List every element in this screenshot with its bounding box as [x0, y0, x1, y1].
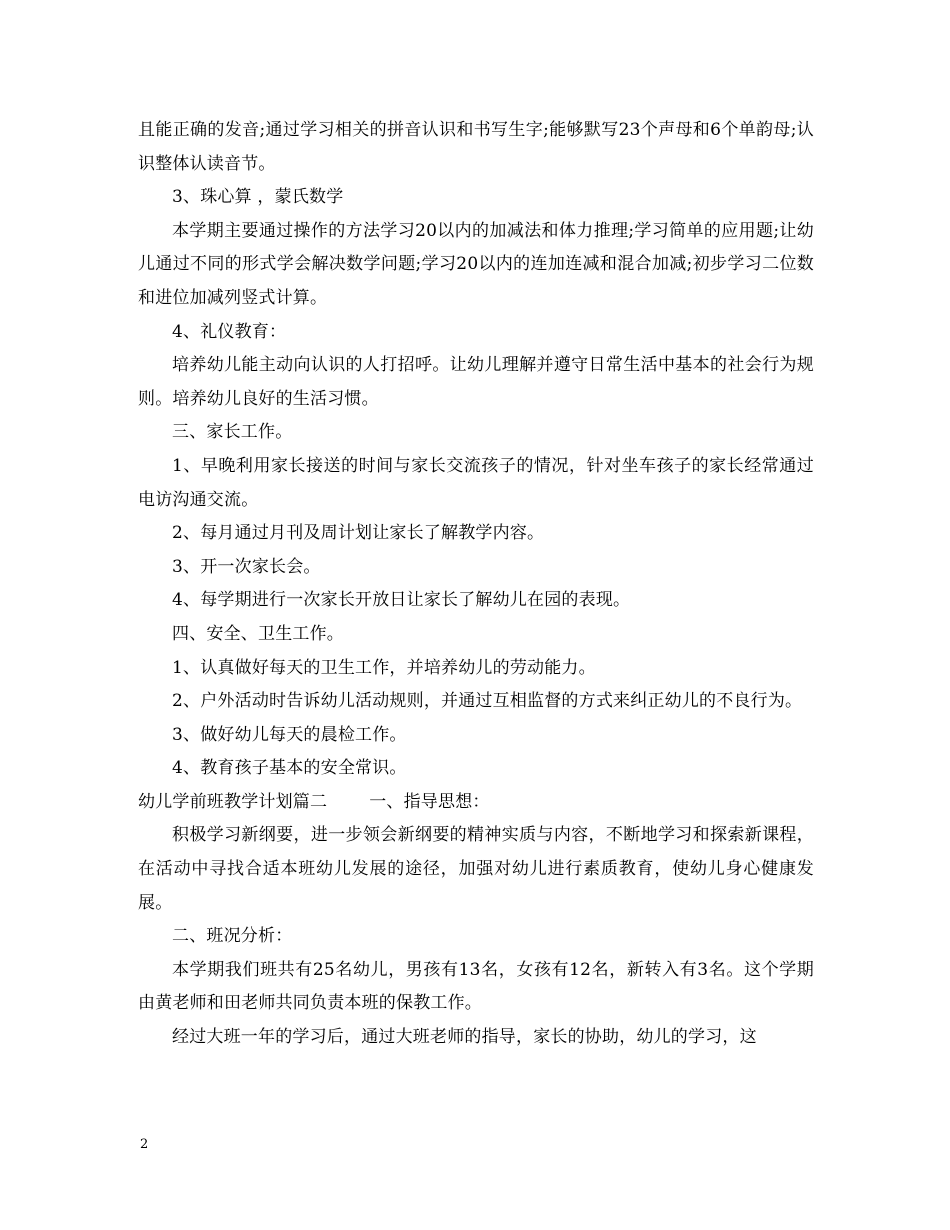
- paragraph-pinyin-cont: 且能正确的发音;通过学习相关的拼音认识和书写生字;能够默写23个声母和6个单韵母;认识整体认读音节。: [138, 120, 814, 174]
- paragraph-parent-3: 3、开一次家长会。: [172, 556, 321, 577]
- paragraph-safety-1: 1、认真做好每天的卫生工作，并培养幼儿的劳动能力。: [172, 657, 596, 678]
- page-content: [138, 114, 814, 1055]
- heading-safety-hygiene: 四、安全、卫生工作。: [172, 623, 344, 644]
- page-number: 2: [140, 1137, 149, 1152]
- paragraph-safety-4: 4、教育孩子基本的安全常识。: [172, 758, 407, 779]
- section-subtitle: 一、指导思想：: [369, 791, 490, 812]
- section-heading-line: [138, 786, 814, 820]
- paragraph-safety-3: 3、做好幼儿每天的晨检工作。: [172, 724, 407, 745]
- paragraph-safety-2: 2、户外活动时告诉幼儿活动规则，并通过互相监督的方式来纠正幼儿的不良行为。: [172, 691, 803, 712]
- paragraph-parent-1: 1、早晚利用家长接送的时间与家长交流孩子的情况，针对坐车孩子的家长经常通过电访沟通交流。: [138, 455, 814, 510]
- heading-class-analysis: 二、班况分析：: [172, 926, 293, 947]
- paragraph-parent-4: 4、每学期进行一次家长开放日让家长了解幼儿在园的表现。: [172, 590, 631, 611]
- paragraph-parent-2: 2、每月通过月刊及周计划让家长了解教学内容。: [172, 523, 545, 544]
- heading-etiquette: 4、礼仪教育：: [172, 321, 287, 342]
- heading-abacus-math: 3、珠心算 ，蒙氏数学: [172, 187, 344, 208]
- paragraph-etiquette: 培养幼儿能主动向认识的人打招呼。让幼儿理解并遵守日常生活中基本的社会行为规则。培养幼儿良好的生活习惯。: [138, 355, 814, 409]
- paragraph-learning-progress: 经过大班一年的学习后，通过大班老师的指导，家长的协助，幼儿的学习，这: [172, 1027, 757, 1048]
- paragraph-guiding-thought: 积极学习新纲要，进一步领会新纲要的精神实质与内容，不断地学习和探索新课程，在活动中寻找合适本班幼儿发展的途径，加强对幼儿进行素质教育，使幼儿身心健康发展。: [138, 825, 814, 913]
- paragraph-math-content: 本学期主要通过操作的方法学习20以内的加减法和体力推理;学习简单的应用题;让幼儿通过不同的形式学会解决数学问题;学习20以内的连加连减和混合加减;初步学习二位数和进位加减列竖式计算。: [138, 220, 814, 308]
- heading-parent-work: 三、家长工作。: [172, 422, 293, 443]
- paragraph-class-info: 本学期我们班共有25名幼儿，男孩有13名，女孩有12名，新转入有3名。这个学期由黄老师和田老师共同负责本班的保教工作。: [138, 959, 814, 1014]
- section-title: 幼儿学前班教学计划篇二: [138, 791, 328, 812]
